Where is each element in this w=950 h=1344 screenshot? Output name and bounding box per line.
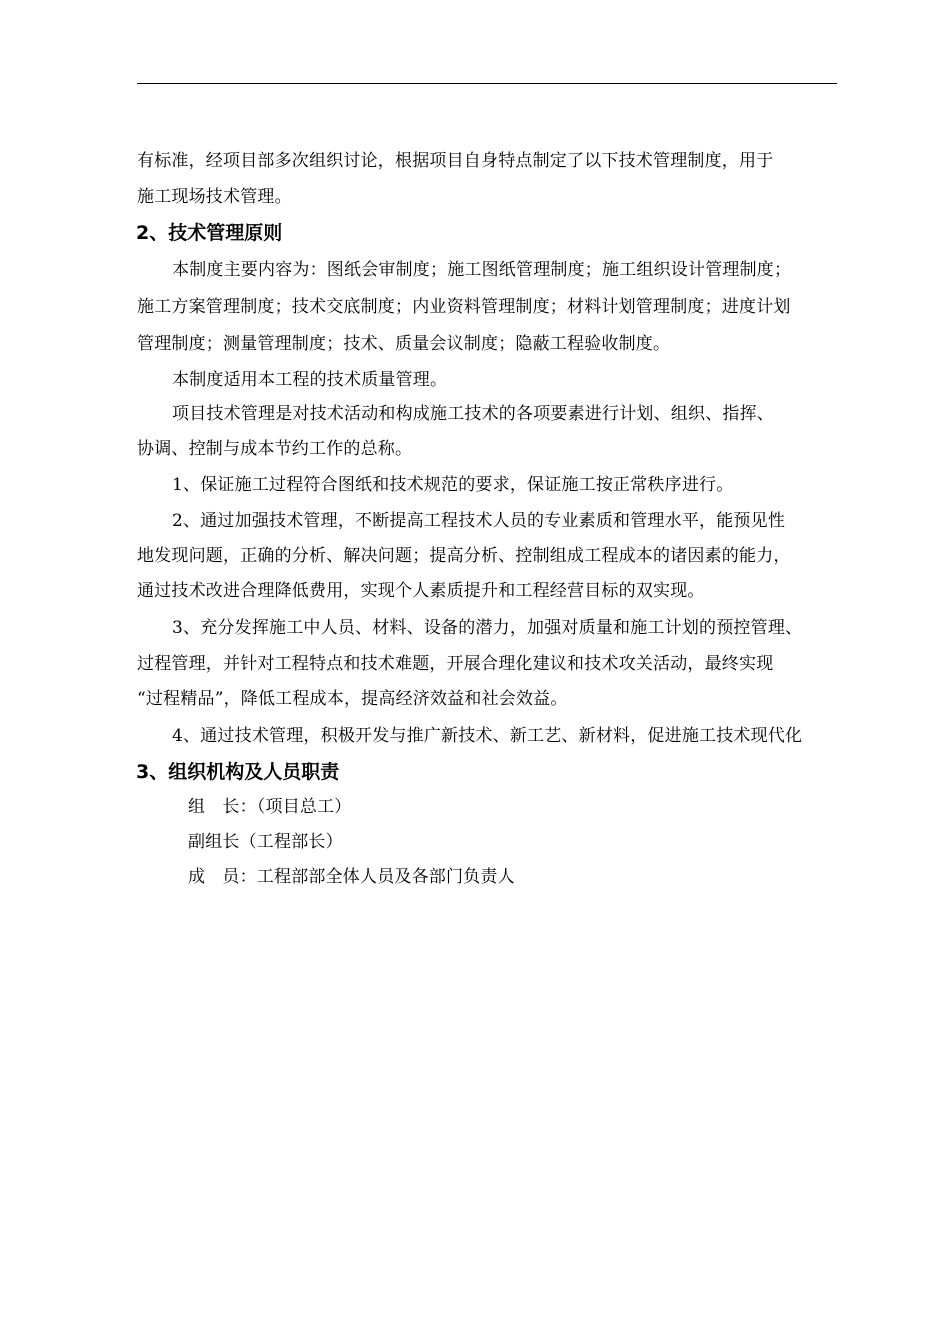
definition-line-2: 协调、控制与成本节约工作的总称。 [137, 439, 413, 459]
section-3-heading: 3、组织机构及人员职责 [136, 761, 340, 783]
scope-line-1: 本制度主要内容为：图纸会审制度；施工图纸管理制度；施工组织设计管理制度； [172, 260, 792, 280]
intro-line-1: 有标准，经项目部多次组织讨论，根据项目自身特点制定了以下技术管理制度，用于 [137, 151, 774, 171]
item-3-line-2: 过程管理，并针对工程特点和技术难题，开展合理化建议和技术攻关活动，最终实现 [137, 654, 774, 674]
header-rule [137, 83, 837, 84]
applicability-line: 本制度适用本工程的技术质量管理。 [172, 370, 448, 390]
item-2-line-3: 通过技术改进合理降低费用，实现个人素质提升和工程经营目标的双实现。 [137, 581, 705, 601]
item-1-line: 1、保证施工过程符合图纸和技术规范的要求，保证施工按正常秩序进行。 [172, 475, 734, 495]
section-2-heading: 2、技术管理原则 [136, 222, 283, 244]
item-3-line-3: “过程精品”，降低工程成本，提高经济效益和社会效益。 [137, 689, 568, 709]
team-members: 成 员：工程部部全体人员及各部门负责人 [188, 867, 515, 887]
scope-line-3: 管理制度；测量管理制度；技术、质量会议制度；隐蔽工程验收制度。 [137, 334, 671, 354]
intro-line-2: 施工现场技术管理。 [137, 187, 292, 207]
item-2-line-1: 2、通过加强技术管理，不断提高工程技术人员的专业素质和管理水平，能预见性 [172, 511, 786, 531]
scope-line-2: 施工方案管理制度；技术交底制度；内业资料管理制度；材料计划管理制度；进度计划 [137, 297, 791, 317]
team-deputy: 副组长（工程部长） [188, 832, 343, 852]
definition-line-1: 项目技术管理是对技术活动和构成施工技术的各项要素进行计划、组织、指挥、 [172, 404, 774, 424]
item-2-line-2: 地发现问题，正确的分析、解决问题；提高分析、控制组成工程成本的诸因素的能力， [137, 546, 791, 566]
item-4-line: 4、通过技术管理，积极开发与推广新技术、新工艺、新材料，促进施工技术现代化 [172, 726, 803, 746]
team-leader: 组 长：（项目总工） [188, 797, 352, 817]
item-3-line-1: 3、充分发挥施工中人员、材料、设备的潜力，加强对质量和施工计划的预控管理、 [172, 618, 803, 638]
